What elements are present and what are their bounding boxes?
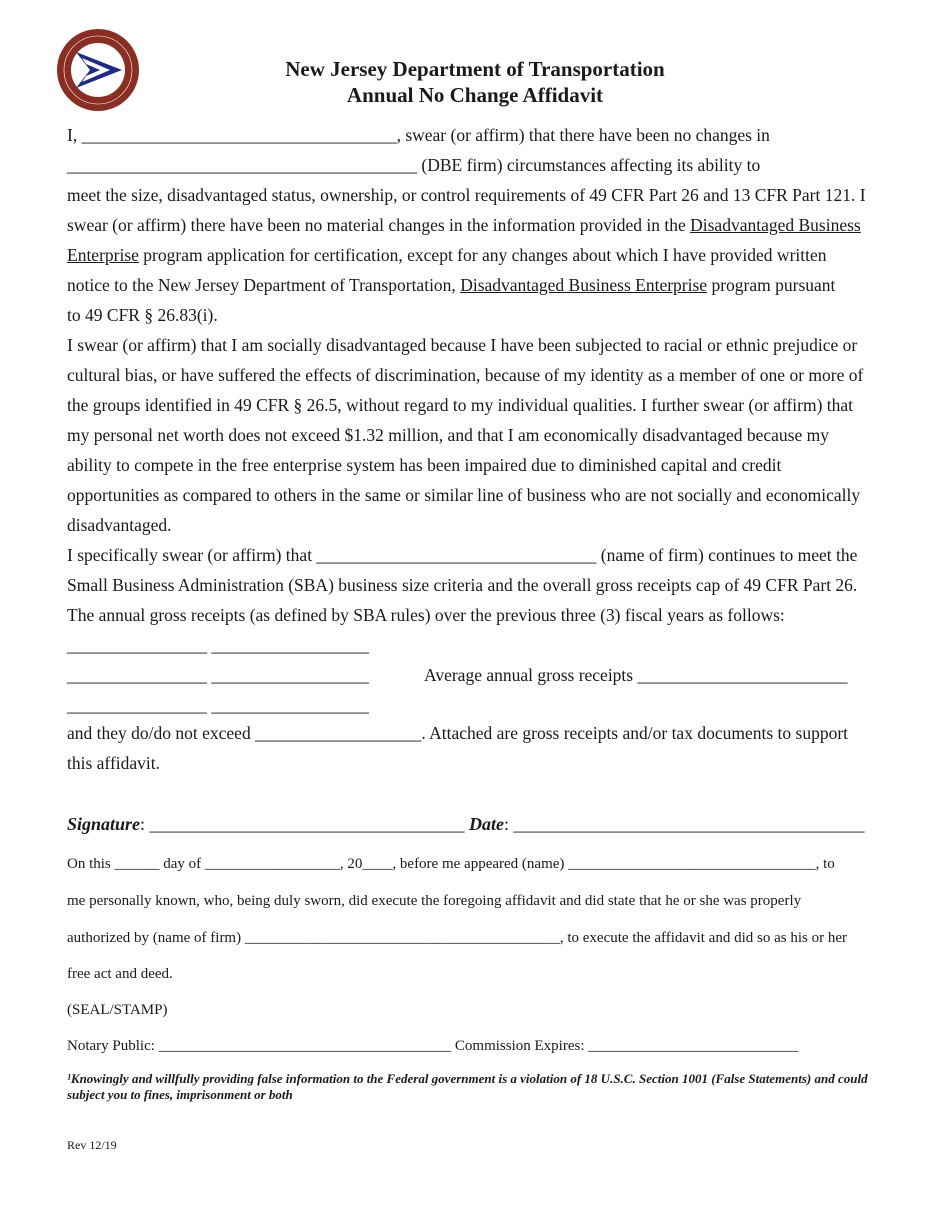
receipts-row-2: ________________ __________________ bbox=[67, 665, 369, 685]
receipts-row-3: ________________ __________________ bbox=[67, 695, 369, 715]
affiant-line: I, ____________________________________, swear (or affirm) that there have been no changes in bbox=[67, 125, 770, 145]
seal-stamp-label: (SEAL/STAMP) bbox=[67, 1002, 168, 1018]
receipts-row-1: ________________ __________________ bbox=[67, 635, 369, 655]
body-text-line: swear (or affirm) there have been no material changes in the information provided in the Disadvantaged Business bbox=[67, 215, 861, 235]
body-text-line: this affidavit. bbox=[67, 753, 160, 773]
signature-date-line: Signature: ___________________________________ Date: _______________________________________ bbox=[67, 814, 865, 834]
dbe-link: Enterprise bbox=[67, 245, 139, 265]
signature-label: Signature bbox=[67, 814, 141, 834]
body-text-line: the groups identified in 49 CFR § 26.5, without regard to my individual qualities. I further swear (or affirm) that bbox=[67, 395, 854, 415]
page-subtitle: Annual No Change Affidavit bbox=[346, 83, 604, 107]
exceed-line: and they do/do not exceed ___________________. Attached are gross receipts and/or tax documents to support bbox=[67, 723, 849, 743]
body-text-line: I swear (or affirm) that I am socially disadvantaged because I have been subjected to racial or ethnic prejudice or bbox=[67, 335, 858, 355]
body-text-line: meet the size, disadvantaged status, ownership, or control requirements of 49 CFR Part 26 and 13 CFR Part 121. I bbox=[67, 185, 866, 205]
dbe-link: Disadvantaged Business bbox=[690, 215, 861, 235]
notary-text-line: authorized by (name of firm) __________________________________________, to execute the affidavit and did so as his or her bbox=[67, 930, 847, 946]
notary-text-line: On this ______ day of __________________, 20____, before me appeared (name) _________________________________, to bbox=[67, 856, 835, 872]
body-text-line: ability to compete in the free enterprise system has been impaired due to diminished capital and credit bbox=[67, 455, 782, 475]
dbe-link: Disadvantaged Business Enterprise bbox=[460, 275, 708, 295]
body-text-line: The annual gross receipts (as defined by SBA rules) over the previous three (3) fiscal years as follows: bbox=[67, 605, 785, 625]
revision-label: Rev 12/19 bbox=[67, 1138, 117, 1152]
page-title: New Jersey Department of Transportation bbox=[285, 57, 665, 81]
body-text-line: notice to the New Jersey Department of Transportation, Disadvantaged Business Enterprise program pursuant bbox=[67, 275, 836, 295]
body-text-line: to 49 CFR § 26.83(i). bbox=[67, 305, 218, 325]
notary-public-line: Notary Public: _______________________________________ Commission Expires: ____________________________ bbox=[67, 1038, 799, 1054]
body-text-line: cultural bias, or have suffered the effects of discrimination, because of my identity as a member of one or more of bbox=[67, 365, 864, 385]
footnote: ¹Knowingly and willfully providing false information to the Federal government is a violation of 18 U.S.C. Section 1001 (False Statements) and could subject you to fines, imprisonment or both bbox=[67, 1071, 868, 1102]
notary-text-line: me personally known, who, being duly sworn, did execute the foregoing affidavit and did state that he or she was properly bbox=[67, 893, 802, 909]
body-text-line: my personal net worth does not exceed $1.32 million, and that I am economically disadvantaged because my bbox=[67, 425, 830, 445]
date-label: Date bbox=[469, 814, 505, 834]
body-text-line: opportunities as compared to others in the same or similar line of business who are not socially and economically bbox=[67, 485, 861, 505]
body-text-line: disadvantaged. bbox=[67, 515, 172, 535]
average-receipts-line: Average annual gross receipts ________________________ bbox=[424, 665, 848, 685]
dbe-firm-line: ________________________________________ (DBE firm) circumstances affecting its ability to bbox=[67, 155, 761, 175]
firm-name-line: I specifically swear (or affirm) that ________________________________ (name of firm) continues to meet the bbox=[67, 545, 858, 565]
notary-text-line: free act and deed. bbox=[67, 966, 173, 982]
body-text-line: Enterprise program application for certification, except for any changes about which I have provided written bbox=[67, 245, 827, 265]
body-text-line: Small Business Administration (SBA) business size criteria and the overall gross receipts cap of 49 CFR Part 26. bbox=[67, 575, 858, 595]
